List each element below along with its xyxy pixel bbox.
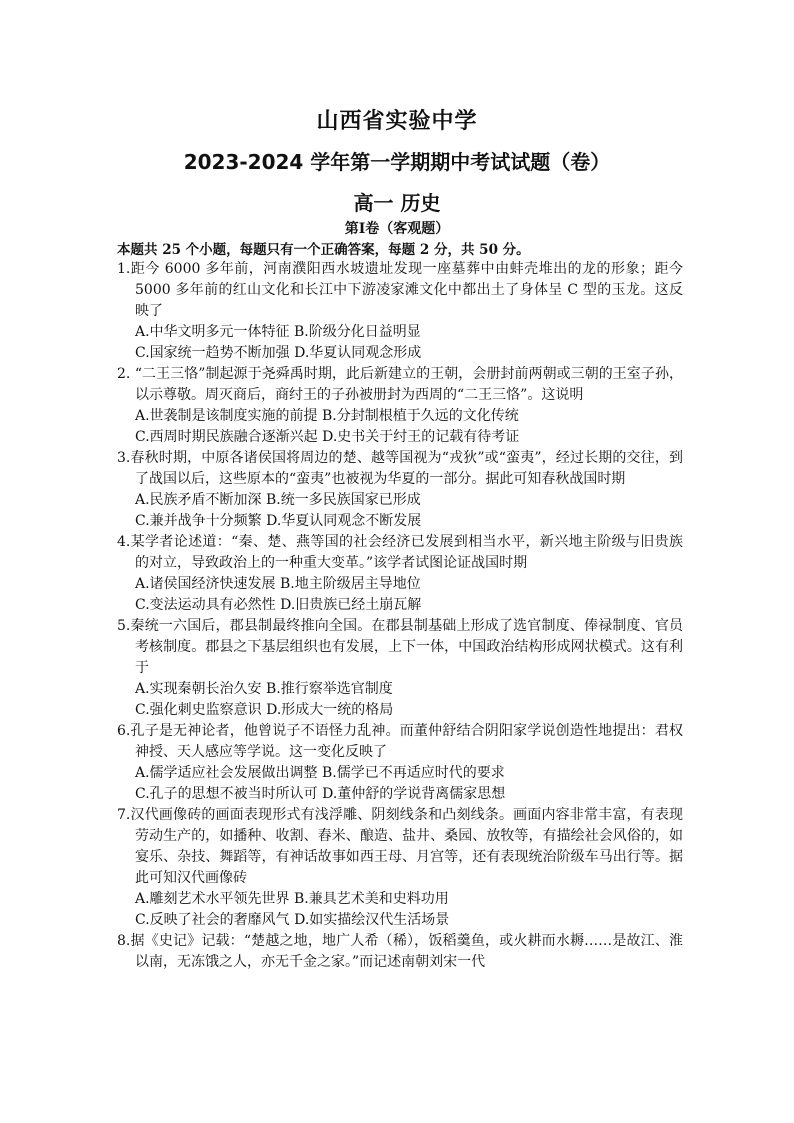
- question-stem: 1.距今 6000 多年前，河南濮阳西水坡遗址发现一座墓葬中由蚌壳堆出的龙的形象；距今 5000 多年前的红山文化和长江中下游凌家滩文化中都出土了身体呈 C 型的玉龙。这反映了: [117, 261, 683, 319]
- question-5: [117, 616, 683, 721]
- option-row: A.雕刻艺术水平领先世界 B.兼具艺术美和史料功用: [135, 891, 449, 907]
- school-name: 山西省实验中学: [316, 109, 478, 134]
- exam-title: 2023-2024 学年第一学期期中考试试题（卷）: [183, 150, 611, 174]
- question-stem: 6.孔子是无神论者，他曾说子不语怪力乱神。而董仲舒结合阴阳家学说创造性地提出：君权神授、天人感应等学说。这一变化反映了: [117, 723, 683, 760]
- option-row: C.兼并战争十分频繁 D.华夏认同观念不断发展: [135, 513, 422, 529]
- question-stem: 3.春秋时期，中原各诸侯国将周边的楚、越等国视为“戎狄”或“蛮夷”，经过长期的交往，到了战国以后，这些原本的“蛮夷”也被视为华夏的一部分。据此可知春秋战国时期: [117, 450, 683, 487]
- option-row: A.儒学适应社会发展做出调整 B.儒学已不再适应时代的要求: [135, 765, 505, 781]
- option-row: C.变法运动具有必然性 D.旧贵族已经土崩瓦解: [135, 597, 422, 613]
- question-stem: 5.秦统一六国后，郡县制最终推向全国。在郡县制基础上形成了选官制度、俸禄制度、官员考核制度。郡县之下基层组织也有发展，上下一体，中国政治结构形成网状模式。这有利于: [117, 618, 683, 676]
- question-6: [117, 721, 683, 805]
- option-row: A.诸侯国经济快速发展 B.地主阶级居主导地位: [135, 576, 421, 592]
- subject-title: 高一 历史: [353, 191, 441, 215]
- question-1: [117, 259, 683, 364]
- question-list: [117, 259, 683, 973]
- question-3: [117, 448, 683, 532]
- option-row: C.强化刺史监察意识 D.形成大一统的格局: [135, 702, 394, 718]
- question-4: [117, 532, 683, 616]
- option-row: C.反映了社会的奢靡风气 D.如实描绘汉代生活场景: [135, 912, 450, 928]
- option-row: A.民族矛盾不断加深 B.统一多民族国家已形成: [135, 492, 421, 508]
- option-row: C.孔子的思想不被当时所认可 D.董仲舒的学说背离儒家思想: [135, 786, 506, 802]
- question-8: [117, 931, 683, 973]
- section-title: 第Ⅰ卷（客观题）: [344, 221, 450, 237]
- option-row: A.世袭制是该制度实施的前提 B.分封制根植于久远的文化传统: [135, 408, 519, 424]
- instructions: 本题共 25 个小题，每题只有一个正确答案，每题 2 分，共 50 分。: [117, 242, 530, 258]
- question-7: [117, 805, 683, 931]
- question-stem: 7.汉代画像砖的画面表现形式有浅浮雕、阴刻线条和凸刻线条。画面内容非常丰富，有表现劳动生产的，如播种、收割、舂米、酿造、盐井、桑园、放牧等，有描绘社会风俗的，如宴乐、杂技、舞蹈等，有神话故事如西王母、月宫等，还有表现统治阶级车马出行等。据此可知汉代画像砖: [117, 807, 683, 886]
- option-row: C.西周时期民族融合逐渐兴起 D.史书关于纣王的记载有待考证: [135, 429, 520, 445]
- option-row: C.国家统一趋势不断加强 D.华夏认同观念形成: [135, 345, 422, 361]
- question-stem: 4.某学者论述道：“秦、楚、燕等国的社会经济已发展到相当水平，新兴地主阶级与旧贵族的对立，导致政治上的一种重大变革。”该学者试图论证战国时期: [117, 534, 683, 571]
- option-row: A.中华文明多元一体特征 B.阶级分化日益明显: [135, 324, 421, 340]
- option-row: A.实现秦朝长治久安 B.推行察举选官制度: [135, 681, 393, 697]
- question-2: [117, 364, 683, 448]
- question-stem: 2. “二王三恪”制起源于尧舜禹时期，此后新建立的王朝，会册封前两朝或三朝的王室子孙，以示尊敬。周灭商后，商纣王的子孙被册封为西周的“二王三恪”。这说明: [117, 366, 683, 403]
- question-stem: 8.据《史记》记载：“楚越之地，地广人希（稀），饭稻羹鱼，或火耕而水耨……是故江、淮以南，无冻饿之人，亦无千金之家。”而记述南朝刘宋一代: [117, 933, 683, 970]
